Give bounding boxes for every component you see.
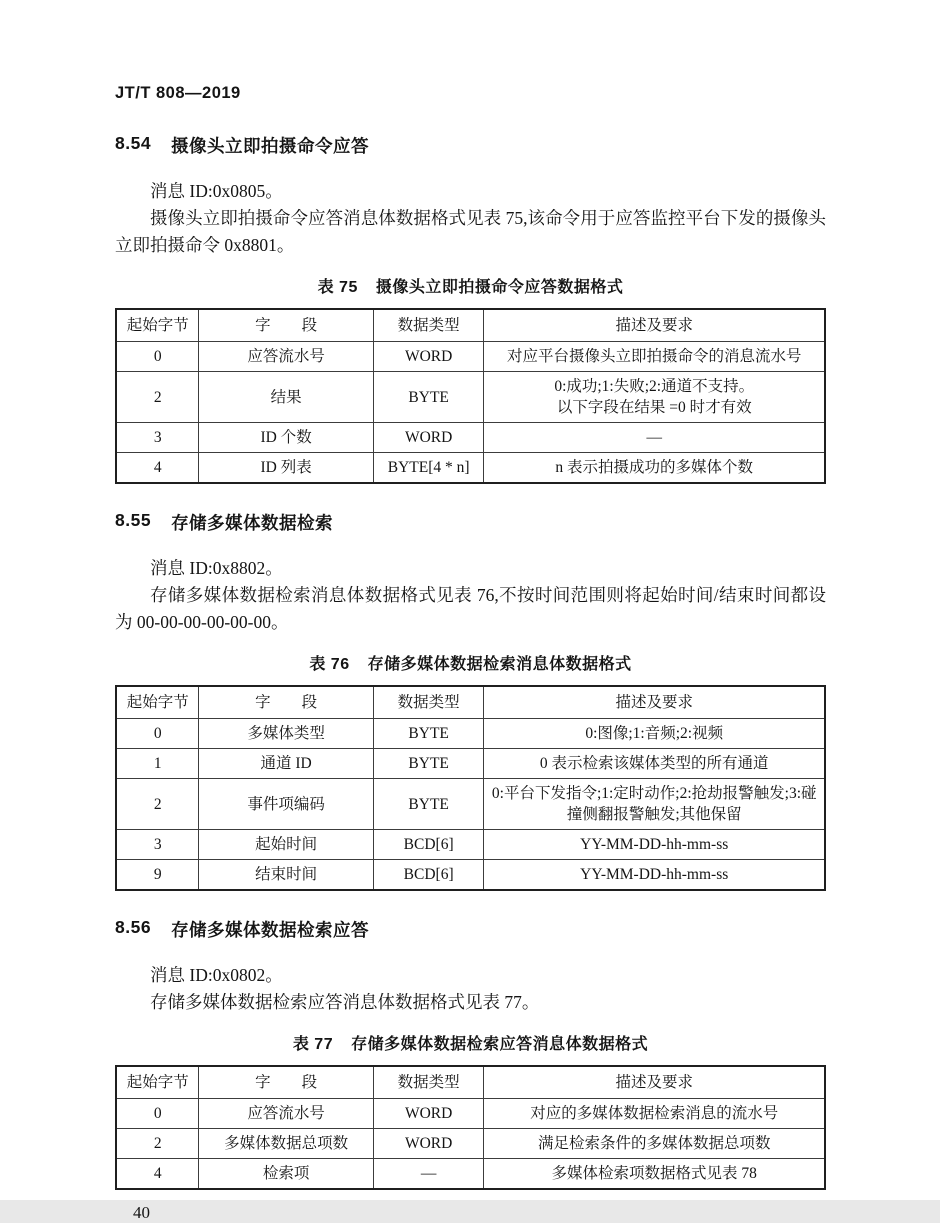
table-header-cell: 起始字节 [116, 309, 199, 342]
section-title: 存储多媒体数据检索 [171, 513, 334, 533]
table-caption-title: 存储多媒体数据检索应答消息体数据格式 [351, 1036, 649, 1053]
table-cell: 多媒体检索项数据格式见表 78 [484, 1159, 825, 1190]
table-cell: 0 [116, 719, 199, 749]
table-row [116, 453, 825, 484]
table-header-cell: 数据类型 [373, 309, 484, 342]
table-cell: 2 [116, 1129, 199, 1159]
table-cell: 满足检索条件的多媒体数据总项数 [484, 1129, 825, 1159]
table-row [116, 1099, 825, 1129]
table-cell: 对应平台摄像头立即拍摄命令的消息流水号 [484, 342, 825, 372]
table-cell: 事件项编码 [199, 779, 373, 830]
table-cell: WORD [373, 1129, 484, 1159]
table-caption-label: 表 75 [317, 279, 358, 296]
table-cell: 0:平台下发指令;1:定时动作;2:抢劫报警触发;3:碰撞侧翻报警触发;其他保留 [484, 779, 825, 830]
section-number: 8.55 [115, 510, 152, 530]
section-title: 存储多媒体数据检索应答 [171, 920, 370, 940]
table-row [116, 423, 825, 453]
table-cell: 9 [116, 860, 199, 891]
table-row [116, 342, 825, 372]
table-header-cell: 起始字节 [116, 686, 199, 719]
table-cell: n 表示拍摄成功的多媒体个数 [484, 453, 825, 484]
table-cell: 0 表示检索该媒体类型的所有通道 [484, 749, 825, 779]
table-cell: 起始时间 [199, 830, 373, 860]
table-cell: 结果 [199, 372, 373, 423]
section-number: 8.56 [115, 917, 152, 937]
table-cell: ID 列表 [199, 453, 373, 484]
section-heading [115, 133, 826, 158]
table-cell: 应答流水号 [199, 1099, 373, 1129]
table-header-cell: 描述及要求 [484, 686, 825, 719]
table-cell: BYTE[4 * n] [373, 453, 484, 484]
table-cell: WORD [373, 1099, 484, 1129]
table-header-row [116, 686, 825, 719]
table-cell: 3 [116, 830, 199, 860]
paragraph: 消息 ID:0x0802。 [150, 965, 283, 985]
table-header-cell: 字 段 [199, 686, 373, 719]
section-8-56 [115, 917, 826, 1190]
table-cell: 0:成功;1:失败;2:通道不支持。 以下字段在结果 =0 时才有效 [484, 372, 825, 423]
table-cell: 1 [116, 749, 199, 779]
section-8-54 [115, 133, 826, 484]
table-header-cell: 起始字节 [116, 1066, 199, 1099]
table-header-row [116, 1066, 825, 1099]
paragraph: 消息 ID:0x8802。 [150, 558, 283, 578]
table-row [116, 1129, 825, 1159]
page-number: 40 [133, 1203, 150, 1222]
table-cell: ID 个数 [199, 423, 373, 453]
table-cell: 0 [116, 342, 199, 372]
table-header-cell: 字 段 [199, 309, 373, 342]
table-header-cell: 描述及要求 [484, 309, 825, 342]
running-head: JT/T 808—2019 [115, 84, 241, 102]
table-cell: BYTE [373, 749, 484, 779]
table-caption [115, 274, 826, 297]
table-cell: BYTE [373, 719, 484, 749]
table-header-cell: 数据类型 [373, 1066, 484, 1099]
table-caption-title: 存储多媒体数据检索消息体数据格式 [367, 656, 632, 673]
section-8-55 [115, 510, 826, 891]
paragraph: 摄像头立即拍摄命令应答消息体数据格式见表 75,该命令用于应答监控平台下发的摄像头立即拍摄命令 0x8801。 [115, 208, 826, 255]
table-caption-title: 摄像头立即拍摄命令应答数据格式 [375, 279, 624, 296]
table-cell: 2 [116, 372, 199, 423]
table-cell: YY-MM-DD-hh-mm-ss [484, 830, 825, 860]
table-row [116, 779, 825, 830]
table-caption-label: 表 77 [292, 1036, 334, 1053]
table-cell: 0 [116, 1099, 199, 1129]
table-75 [115, 308, 826, 484]
table-cell: 4 [116, 453, 199, 484]
table-cell: BYTE [373, 372, 484, 423]
table-cell: 应答流水号 [199, 342, 373, 372]
table-cell: WORD [373, 423, 484, 453]
table-caption [115, 1031, 826, 1054]
table-cell: WORD [373, 342, 484, 372]
table-cell: — [484, 423, 825, 453]
table-row [116, 830, 825, 860]
table-cell: BYTE [373, 779, 484, 830]
table-row [116, 860, 825, 891]
paragraph: 存储多媒体数据检索消息体数据格式见表 76,不按时间范围则将起始时间/结束时间都设为 00-00-00-00-00-00。 [115, 585, 826, 632]
table-cell: 多媒体数据总项数 [199, 1129, 373, 1159]
table-header-cell: 数据类型 [373, 686, 484, 719]
table-cell: — [373, 1159, 484, 1190]
table-cell: 4 [116, 1159, 199, 1190]
table-row [116, 372, 825, 423]
table-cell: 检索项 [199, 1159, 373, 1190]
table-cell: BCD[6] [373, 830, 484, 860]
section-heading [115, 510, 826, 535]
section-heading [115, 917, 826, 942]
table-76 [115, 685, 826, 891]
table-cell: BCD[6] [373, 860, 484, 891]
table-cell: 2 [116, 779, 199, 830]
section-number: 8.54 [115, 133, 152, 153]
table-cell: 3 [116, 423, 199, 453]
table-cell: 对应的多媒体数据检索消息的流水号 [484, 1099, 825, 1129]
table-cell: YY-MM-DD-hh-mm-ss [484, 860, 825, 891]
table-cell: 通道 ID [199, 749, 373, 779]
section-title: 摄像头立即拍摄命令应答 [171, 136, 370, 156]
table-row [116, 749, 825, 779]
table-header-cell: 描述及要求 [484, 1066, 825, 1099]
table-cell: 结束时间 [199, 860, 373, 891]
paragraph: 存储多媒体数据检索应答消息体数据格式见表 77。 [150, 992, 540, 1012]
table-header-row [116, 309, 825, 342]
table-caption-label: 表 76 [309, 656, 350, 673]
paragraph: 消息 ID:0x0805。 [150, 181, 283, 201]
table-cell: 多媒体类型 [199, 719, 373, 749]
table-77 [115, 1065, 826, 1190]
table-header-cell: 字 段 [199, 1066, 373, 1099]
table-cell: 0:图像;1:音频;2:视频 [484, 719, 825, 749]
table-row [116, 719, 825, 749]
table-row [116, 1159, 825, 1190]
table-caption [115, 651, 826, 674]
